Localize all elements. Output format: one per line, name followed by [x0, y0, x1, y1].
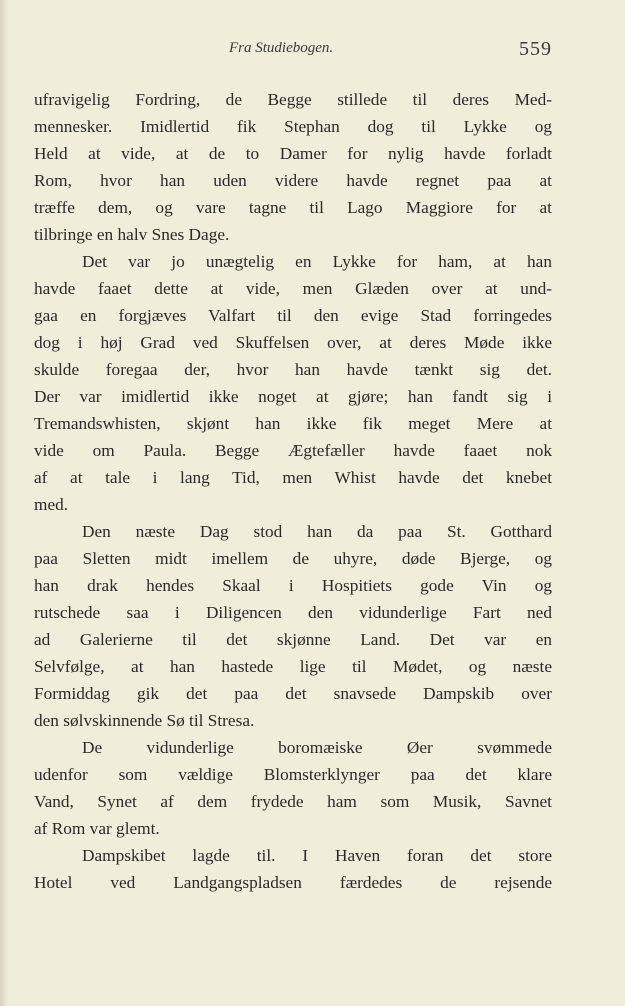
body-text	[34, 86, 552, 896]
text-line: Den næste Dag stod han da paa St. Gotthard	[82, 522, 552, 541]
text-line: De vidunderlige boromæiske Øer svømmede	[82, 738, 552, 757]
text-line: Rom, hvor han uden videre havde regnet paa at	[34, 171, 552, 190]
text-line: ad Galerierne til det skjønne Land. Det var en	[34, 630, 552, 649]
text-line: Tremandswhisten, skjønt han ikke fik meget Mere at	[34, 414, 552, 433]
text-line: Vand, Synet af dem frydede ham som Musik, Savnet	[34, 792, 552, 811]
page-header	[34, 38, 552, 64]
text-line: med.	[34, 495, 69, 514]
text-line: paa Sletten midt imellem de uhyre, døde Bjerge, og	[34, 549, 552, 568]
text-line: rutschede saa i Diligencen den vidunderlige Fart ned	[34, 603, 552, 622]
text-line: Der var imidlertid ikke noget at gjøre; han fandt sig i	[34, 387, 552, 406]
text-line: havde faaet dette at vide, men Glæden over at und-	[34, 279, 552, 298]
text-line: Det var jo unægtelig en Lykke for ham, at han	[82, 252, 552, 271]
text-line: den sølvskinnende Sø til Stresa.	[34, 711, 255, 730]
page-number: 559	[519, 38, 552, 60]
text-line: Held at vide, at de to Damer for nylig havde forladt	[34, 144, 552, 163]
text-line: dog i høj Grad ved Skuffelsen over, at deres Møde ikke	[34, 333, 552, 352]
running-title: Fra Studiebogen.	[229, 40, 334, 56]
text-line: træffe dem, og vare tagne til Lago Maggiore for at	[34, 198, 552, 217]
text-line: vide om Paula. Begge Ægtefæller havde faaet nok	[34, 441, 552, 460]
text-line: Dampskibet lagde til. I Haven foran det store	[82, 846, 552, 865]
text-line: Selvfølge, at han hastede lige til Mødet, og næste	[34, 657, 552, 676]
text-line: ufravigelig Fordring, de Begge stillede til deres Med-	[34, 90, 552, 109]
text-line: han drak hendes Skaal i Hospitiets gode Vin og	[34, 576, 552, 595]
text-line: Formiddag gik det paa det snavsede Dampskib over	[34, 684, 552, 703]
text-line: Hotel ved Landgangspladsen færdedes de rejsende	[34, 873, 552, 892]
text-line: skulde foregaa der, hvor han havde tænkt sig det.	[34, 360, 552, 379]
text-line: gaa en forgjæves Valfart til den evige Stad forringedes	[34, 306, 552, 325]
page-edge-shadow	[0, 0, 8, 1006]
text-line: mennesker. Imidlertid fik Stephan dog til Lykke og	[34, 117, 552, 136]
text-line: udenfor som vældige Blomsterklynger paa det klare	[34, 765, 552, 784]
text-line: af at tale i lang Tid, men Whist havde det knebet	[34, 468, 552, 487]
text-line: tilbringe en halv Snes Dage.	[34, 225, 230, 244]
text-line: af Rom var glemt.	[34, 819, 160, 838]
